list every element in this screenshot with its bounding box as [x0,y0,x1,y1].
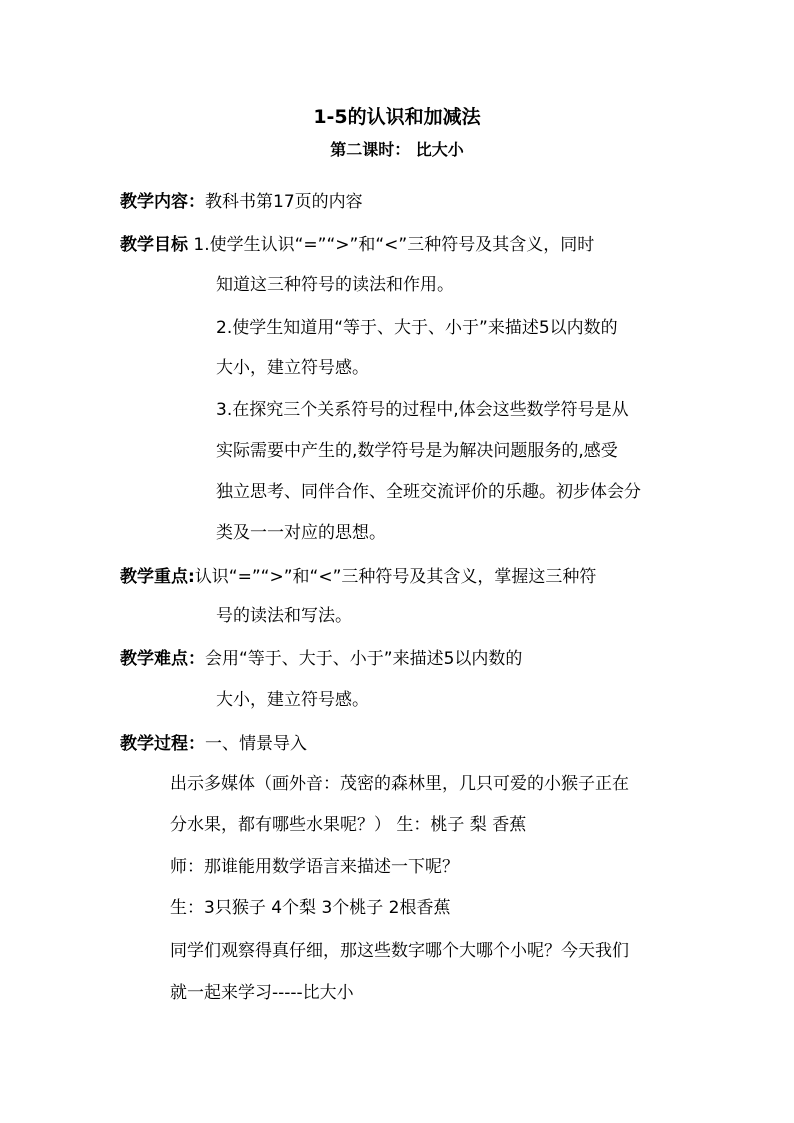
key-points-label: 教学重点: [120,567,195,587]
process-p2: 师：那谁能用数学语言来描述一下呢？ [170,857,459,877]
process-p3: 生：3只猴子 4个梨 3个桃子 2根香蕉 [170,898,451,918]
process-p1-line-2: 分水果，都有哪些水果呢？） 生：桃子 梨 香蕉 [170,815,527,835]
process-label: 教学过程： [120,734,205,754]
difficulties-line-1: 会用“等于、大于、小于”来描述5以内数的 [205,649,523,669]
content-label: 教学内容： [120,192,205,212]
difficulties-line-2: 大小，建立符号感。 [216,690,369,710]
goals-line-4: 大小，建立符号感。 [216,358,369,378]
document-subtitle: 第二课时： 比大小 [330,140,464,159]
difficulties-label: 教学难点： [120,649,205,669]
process-heading: 一、情景导入 [205,734,307,754]
goals-line-5: 3.在探究三个关系符号的过程中,体会这些数学符号是从 [216,400,629,420]
goals-line-8: 类及一一对应的思想。 [216,523,386,543]
key-points-line-2: 号的读法和写法。 [216,606,352,626]
content-row [120,191,363,213]
goals-line-1: 1.使学生认识“=”“>”和“<”三种符号及其含义，同时 [193,235,595,255]
goals-label: 教学目标 [120,235,188,255]
goals-line-7: 独立思考、同伴合作、全班交流评价的乐趣。初步体会分 [216,482,641,502]
goals-line-3: 2.使学生知道用“等于、大于、小于”来描述5以内数的 [216,318,618,338]
process-p1-line-1: 出示多媒体（画外音：茂密的森林里，几只可爱的小猴子正在 [170,774,629,794]
difficulties-row [120,648,522,670]
document-title: 1-5的认识和加减法 [313,106,481,128]
goals-row [120,234,594,256]
process-p4-line-2: 就一起来学习-----比大小 [170,983,354,1003]
content-text: 教科书第17页的内容 [205,192,363,212]
process-p4-line-1: 同学们观察得真仔细，那这些数字哪个大哪个小呢？今天我们 [170,941,629,961]
key-points-line-1: 认识“=”“>”和“<”三种符号及其含义，掌握这三种符 [194,567,597,587]
goals-line-2: 知道这三种符号的读法和作用。 [216,275,454,295]
goals-line-6: 实际需要中产生的,数学符号是为解决问题服务的,感受 [216,441,618,461]
key-points-row [120,566,596,588]
process-row [120,733,307,755]
